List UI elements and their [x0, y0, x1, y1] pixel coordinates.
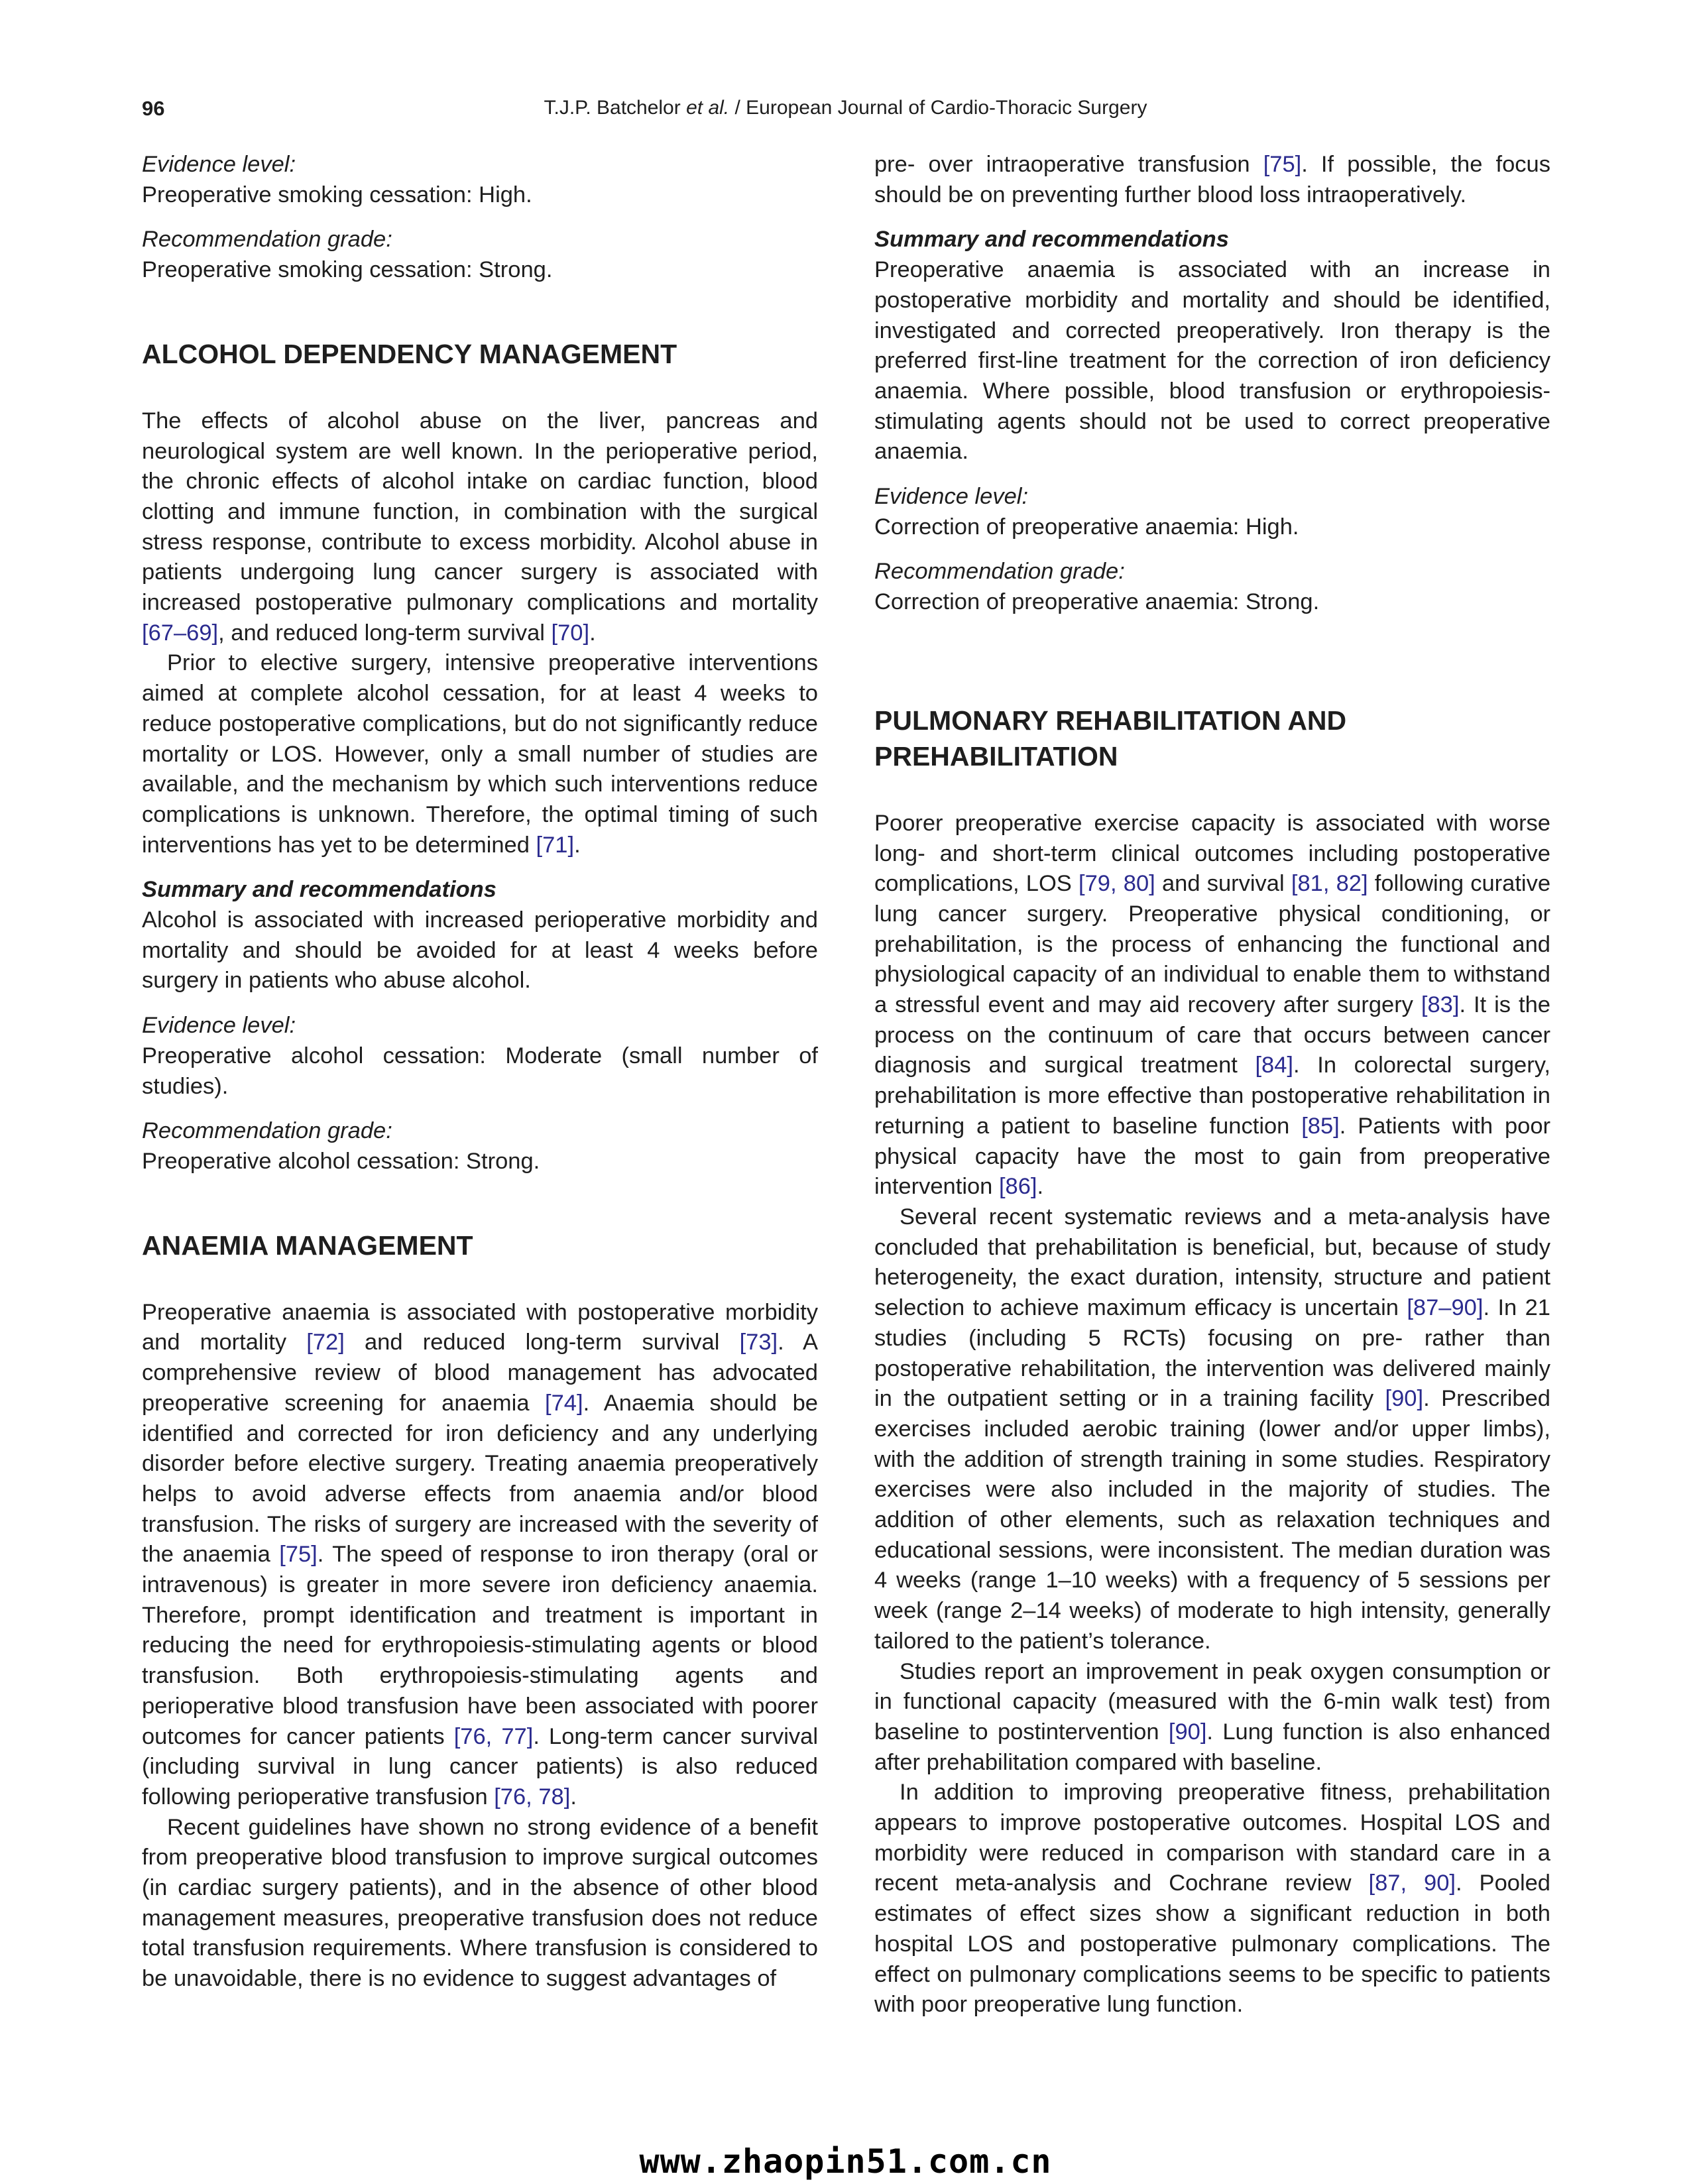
evidence-level-value: Preoperative smoking cessation: High.	[142, 182, 532, 207]
section-heading-anaemia: ANAEMIA MANAGEMENT	[142, 1230, 473, 1261]
citation-link[interactable]: [87, 90]	[1368, 1870, 1456, 1896]
recommendation-grade-label: Recommendation grade:	[142, 227, 392, 253]
recommendation-grade-label: Recommendation grade:	[142, 1118, 392, 1144]
citation-link[interactable]: [75]	[279, 1542, 318, 1568]
evidence-level-label: Evidence level:	[142, 152, 296, 177]
rehab-paragraph-4: In addition to improving preoperative fitness, prehabilitation appears to improve postoperative outcomes. Hospital LOS and morbidity were reduced in comparison with standard care in a recent meta-analysis and Cochrane review [87, 90]. Pooled estimates of effect sizes show a significant reduction in both hospital LOS and postoperative pulmonary complications. The effect on pulmonary complications seems to be specific to patients with poor preoperative lung function.	[874, 1780, 1550, 2018]
citation-link[interactable]: [83]	[1421, 992, 1460, 1018]
section-heading-rehabilitation: PULMONARY REHABILITATION AND PREHABILITATION	[874, 705, 1347, 772]
evidence-level-label: Evidence level:	[874, 484, 1029, 510]
anaemia-paragraph-1: Preoperative anaemia is associated with postoperative morbidity and mortality [72] and reduced long-term survival [73]. A comprehensive review of blood management has advocated preoperative screening for anaemia [74]. Anaemia should be identified and corrected for iron deficiency and any underlying disorder before elective surgery. Treating anaemia preoperatively helps to avoid adverse effects from anaemia and/or blood transfusion. The risks of surgery are increased with the severity of the anaemia [75]. The speed of response to iron therapy (oral or intravenous) is greater in more severe iron deficiency anaemia. Therefore, prompt identification and treatment is important in reducing the need for erythropoiesis-stimulating agents or blood transfusion. Both erythropoiesis-stimulating agents and perioperative blood transfusion have been associated with poorer outcomes for cancer patients [76, 77]. Long-term cancer survival (including survival in lung cancer patients) is also reduced following perioperative transfusion [76, 78].	[142, 1299, 818, 1810]
rehab-paragraph-3: Studies report an improvement in peak oxygen consumption or in functional capacity (measured with the 6-min walk test) from baseline to postintervention [90]. Lung function is also enhanced after prehabilitation compared with baseline.	[874, 1658, 1550, 1775]
rehab-paragraph-2: Several recent systematic reviews and a meta-analysis have concluded that prehabilitation is beneficial, but, because of study heterogeneity, the exact duration, intensity, structure and patient selection to achieve maximum efficacy is uncertain [87–90]. In 21 studies (including 5 RCTs) focusing on pre- rather than postoperative rehabilitation, the intervention was delivered mainly in the outpatient setting or in a training facility [90]. Prescribed exercises included aerobic training (lower and/or upper limbs), with the addition of strength training in some studies. Respiratory exercises were also included in the majority of studies. The addition of other elements, such as relaxation techniques and educational sessions, were inconsistent. The median duration was 4 weeks (range 1–10 weeks) with a frequency of 5 sessions per week (range 2–14 weeks) of moderate to high intensity, generally tailored to the patient’s tolerance.	[874, 1204, 1550, 1654]
citation-link[interactable]: [84]	[1255, 1053, 1294, 1078]
summary-heading: Summary and recommendations	[874, 227, 1229, 253]
running-head	[0, 97, 1691, 119]
recommendation-grade-value: Preoperative alcohol cessation: Strong.	[142, 1148, 540, 1174]
evidence-level-label: Evidence level:	[142, 1013, 296, 1039]
citation-link[interactable]: [76, 77]	[453, 1723, 534, 1749]
citation-link[interactable]: [90]	[1385, 1386, 1424, 1412]
citation-link[interactable]: [73]	[739, 1330, 778, 1355]
rehab-paragraph-1: Poorer preoperative exercise capacity is associated with worse long- and short-term clinical outcomes including postoperative complications, LOS [79, 80] and survival [81, 82] following curative lung cancer surgery. Preoperative physical conditioning, or prehabilitation, is the process of enhancing the functional and physiological capacity of an individual to enable them to withstand a stressful event and may aid recovery after surgery [83]. It is the process on the continuum of care that occurs between cancer diagnosis and surgical treatment [84]. In colorectal surgery, prehabilitation is more effective than postoperative rehabilitation in returning a patient to baseline function [85]. Patients with poor physical capacity have the most to gain from preoperative intervention [86].	[874, 810, 1551, 1200]
citation-link[interactable]: [87–90]	[1407, 1295, 1484, 1321]
alcohol-paragraph-2: Prior to elective surgery, intensive preoperative interventions aimed at complete alcohol cessation, for at least 4 weeks to reduce postoperative complications, but do not significantly reduce mortality or LOS. However, only a small number of studies are available, and the mechanism by which such interventions reduce complications is unknown. Therefore, the optimal timing of such interventions has yet to be determined [71].	[142, 650, 818, 858]
left-column	[142, 150, 818, 1994]
running-head-et-al: et al.	[686, 97, 730, 119]
citation-link[interactable]: [81, 82]	[1291, 871, 1368, 897]
section-heading-alcohol: ALCOHOL DEPENDENCY MANAGEMENT	[142, 338, 677, 369]
running-head-authors: T.J.P. Batchelor	[544, 97, 681, 119]
watermark: www.zhaopin51.com.cn	[639, 2142, 1052, 2181]
citation-link[interactable]: [72]	[306, 1330, 345, 1355]
anaemia-paragraph-2: Recent guidelines have shown no strong evidence of a benefit from preoperative blood transfusion to improve surgical outcomes (in cardiac surgery patients), and in the absence of other blood management measures, preoperative transfusion does not reduce total transfusion requirements. Where transfusion is considered to be unavoidable, there is no evidence to suggest advantages of	[142, 1814, 818, 1992]
citation-link[interactable]: [71]	[536, 832, 575, 858]
citation-link[interactable]: [74]	[545, 1390, 583, 1416]
summary-heading: Summary and recommendations	[142, 877, 496, 903]
recommendation-grade-value: Correction of preoperative anaemia: Strong.	[874, 589, 1320, 615]
anaemia-summary: Preoperative anaemia is associated with an increase in postoperative morbidity and mortality and should be identified, investigated and corrected preoperatively. Iron therapy is the preferred first-line treatment for the correction of iron deficiency anaemia. Where possible, blood transfusion or erythropoiesis-stimulating agents should not be used to correct preoperative anaemia.	[874, 257, 1550, 465]
right-column	[874, 150, 1550, 2020]
running-head-journal: / European Journal of Cardio-Thoracic Surgery	[734, 97, 1147, 119]
anaemia-continued-paragraph: pre- over intraoperative transfusion [75]. If possible, the focus should be on preventing further blood loss intraoperatively.	[874, 152, 1550, 207]
citation-link[interactable]: [90]	[1168, 1719, 1207, 1745]
evidence-level-value: Preoperative alcohol cessation: Moderate (small number of studies).	[142, 1043, 818, 1099]
citation-link[interactable]: [79, 80]	[1079, 871, 1155, 897]
recommendation-grade-label: Recommendation grade:	[874, 559, 1125, 585]
citation-link[interactable]: [76, 78]	[494, 1784, 571, 1810]
citation-link[interactable]: [86]	[998, 1174, 1037, 1200]
alcohol-summary: Alcohol is associated with increased perioperative morbidity and mortality and should be avoided for at least 4 weeks before surgery in patients who abuse alcohol.	[142, 907, 818, 994]
evidence-level-value: Correction of preoperative anaemia: High.	[874, 514, 1299, 540]
alcohol-paragraph-1: The effects of alcohol abuse on the liver, pancreas and neurological system are well known. In the perioperative period, the chronic effects of alcohol intake on cardiac function, blood clotting and immune function, in combination with the surgical stress response, contribute to excess morbidity. Alcohol abuse in patients undergoing lung cancer surgery is associated with increased postoperative pulmonary complications and mortality [67–69], and reduced long-term survival [70].	[142, 408, 818, 646]
page-number: 96	[142, 97, 165, 120]
citation-link[interactable]: [75]	[1263, 152, 1302, 177]
citation-link[interactable]: [85]	[1301, 1113, 1340, 1139]
recommendation-grade-value: Preoperative smoking cessation: Strong.	[142, 257, 553, 283]
citation-link[interactable]: [67–69]	[142, 620, 219, 646]
citation-link[interactable]: [70]	[551, 620, 590, 646]
